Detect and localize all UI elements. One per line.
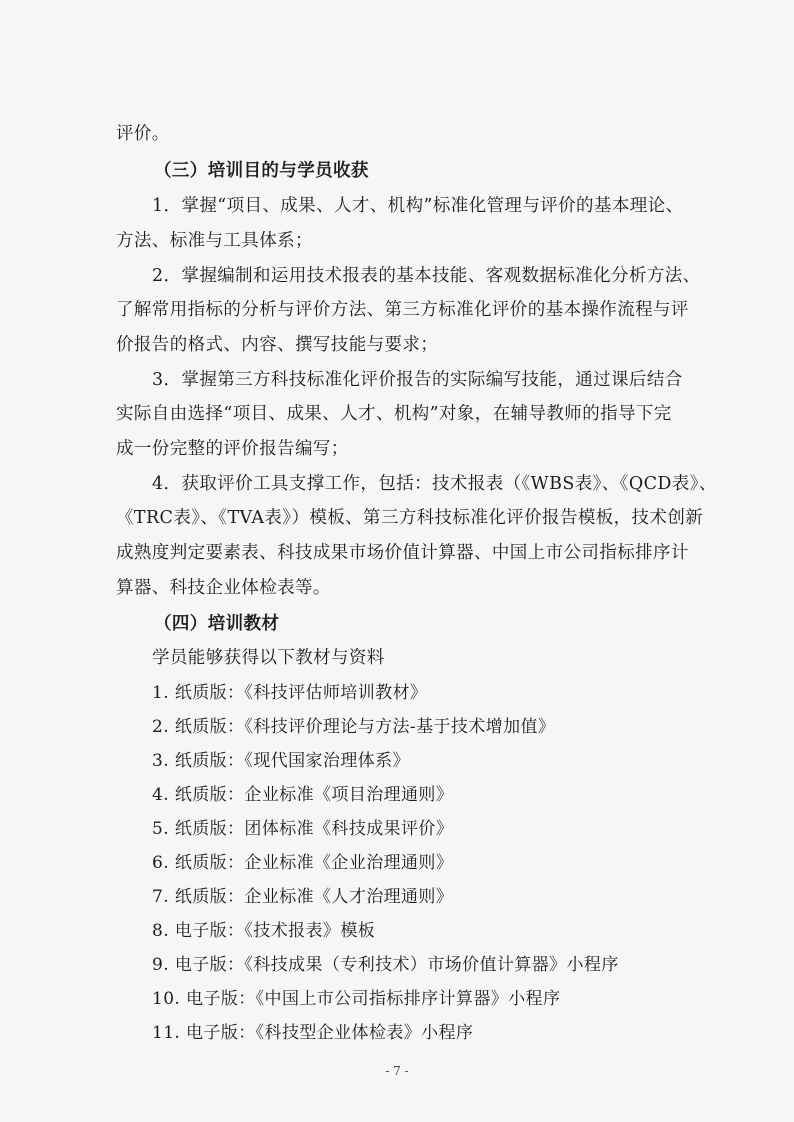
list-item: 4. 纸质版：企业标准《项目治理通则》 bbox=[152, 785, 454, 805]
paragraph-line: 价报告的格式、内容、撰写技能与要求； bbox=[116, 335, 439, 355]
list-item: 10. 电子版：《中国上市公司指标排序计算器》小程序 bbox=[152, 989, 561, 1009]
list-item: 8. 电子版：《技术报表》模板 bbox=[152, 921, 376, 941]
paragraph-line: 3．掌握第三方科技标准化评价报告的实际编写技能，通过课后结合 bbox=[152, 370, 683, 390]
list-item: 2. 纸质版：《科技评价理论与方法-基于技术增加值》 bbox=[152, 717, 556, 737]
paragraph-line: 成一份完整的评价报告编写； bbox=[116, 439, 349, 459]
page-number: - 7 - bbox=[385, 1064, 409, 1078]
paragraph-line: 实际自由选择“项目、成果、人才、机构”对象，在辅导教师的指导下完 bbox=[116, 404, 672, 424]
paragraph-line: 评价。 bbox=[116, 124, 170, 144]
paragraph-line: 4．获取评价工具支撑工作，包括：技术报表（《WBS表》、《QCD表》、 bbox=[152, 474, 717, 494]
paragraph-line: 2．掌握编制和运用技术报表的基本技能、客观数据标准化分析方法、 bbox=[152, 266, 701, 286]
materials-intro: 学员能够获得以下教材与资料 bbox=[152, 648, 385, 668]
list-item: 6. 纸质版：企业标准《企业治理通则》 bbox=[152, 853, 454, 873]
list-item: 3. 纸质版：《现代国家治理体系》 bbox=[152, 751, 410, 771]
paragraph-line: 1．掌握“项目、成果、人才、机构”标准化管理与评价的基本理论、 bbox=[152, 196, 684, 216]
paragraph-line: 算器、科技企业体检表等。 bbox=[116, 578, 331, 598]
list-item: 7. 纸质版：企业标准《人才治理通则》 bbox=[152, 887, 454, 907]
section-heading-4: （四）培训教材 bbox=[154, 614, 280, 634]
paragraph-line: 《TRC表》、《TVA表》）模板、第三方科技标准化评价报告模板，技术创新 bbox=[116, 508, 704, 528]
section-heading-3: （三）培训目的与学员收获 bbox=[154, 161, 369, 181]
list-item: 11. 电子版：《科技型企业体检表》小程序 bbox=[152, 1023, 474, 1043]
list-item: 1. 纸质版：《科技评估师培训教材》 bbox=[152, 683, 428, 703]
list-item: 9. 电子版：《科技成果（专利技术）市场价值计算器》小程序 bbox=[152, 955, 619, 975]
list-item: 5. 纸质版：团体标准《科技成果评价》 bbox=[152, 819, 454, 839]
paragraph-line: 了解常用指标的分析与评价方法、第三方标准化评价的基本操作流程与评 bbox=[116, 300, 689, 320]
paragraph-line: 方法、标准与工具体系； bbox=[116, 231, 313, 251]
paragraph-line: 成熟度判定要素表、科技成果市场价值计算器、中国上市公司指标排序计 bbox=[116, 543, 689, 563]
